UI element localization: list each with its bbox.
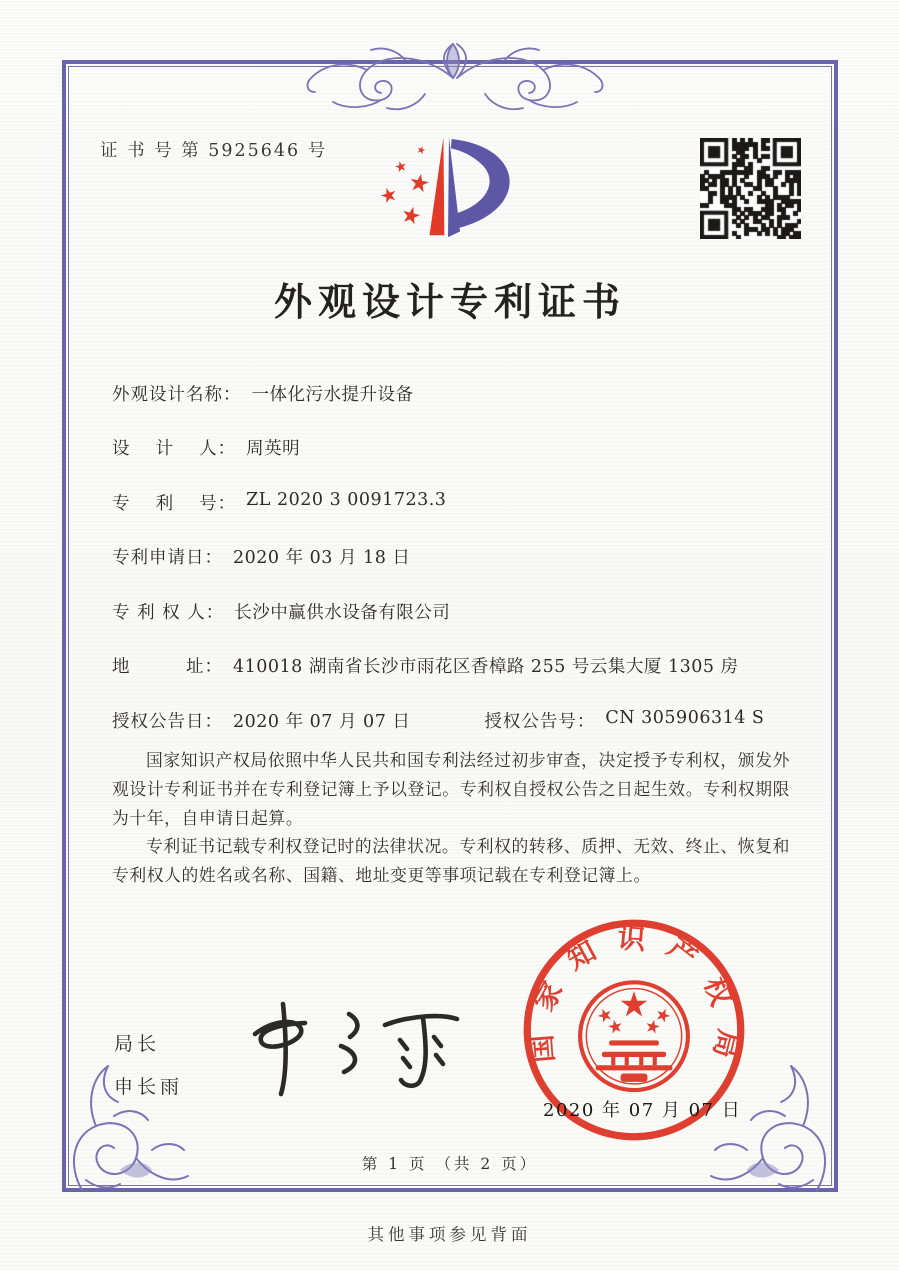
- field-label: 外观设计名称：: [112, 385, 242, 405]
- page-number: 第 1 页 （共 2 页）: [361, 1155, 539, 1173]
- handwritten-signature-icon: [235, 992, 475, 1110]
- field-label: 授权公告日：: [112, 712, 223, 732]
- commissioner-title: 局长: [114, 1033, 161, 1055]
- legal-paragraph-1: 国家知识产权局依照中华人民共和国专利法经过初步审查，决定授予专利权，颁发外观设计专利证书并在专利登记簿上予以登记。专利权自授权公告之日起生效。专利权期限为十年，自申请日起算。: [112, 750, 790, 828]
- field-value: 410018 湖南省长沙市雨花区香樟路 255 号云集大厦 1305 房: [233, 657, 739, 677]
- field-value: 一体化污水提升设备: [251, 385, 414, 405]
- field-grant-date: [112, 708, 764, 733]
- field-value: 长沙中赢供水设备有限公司: [234, 603, 451, 623]
- field-label: 专 利 权 人：: [112, 603, 225, 623]
- seal-ring-text: 国家知识产权局: [523, 921, 746, 1081]
- field-address: [112, 653, 739, 678]
- back-side-note: 其他事项参见背面: [367, 1225, 532, 1244]
- qr-code: [700, 138, 801, 239]
- field-label: 专 利 号：: [112, 494, 237, 514]
- page-title: 外观设计专利证书: [273, 279, 626, 324]
- field-label: 设 计 人：: [112, 439, 237, 459]
- seal-date: 2020 年 07 月 07 日: [543, 1100, 742, 1121]
- field-filing-date: [112, 544, 410, 569]
- commissioner-name: 申长雨: [114, 1076, 184, 1098]
- legal-text: [112, 746, 790, 890]
- legal-paragraph-2: 专利证书记载专利权登记时的法律状况。专利权的转移、质押、无效、终止、恢复和专利权人的姓名或名称、国籍、地址变更等事项记载在专利登记簿上。: [112, 836, 790, 886]
- field-value: ZL 2020 3 0091723.3: [246, 490, 447, 510]
- field-designer: [112, 435, 300, 460]
- field-grant-number: [484, 708, 764, 733]
- field-value: 周英明: [246, 439, 301, 459]
- field-label: 地 址：: [112, 657, 223, 677]
- field-value: CN 305906314 S: [605, 708, 765, 728]
- certificate-number: 证 书 号 第 5925646 号: [100, 141, 328, 161]
- field-patentee: [112, 599, 450, 624]
- cnipa-logo-icon: [362, 126, 547, 264]
- field-design-name: [112, 381, 414, 406]
- field-patent-number: [112, 490, 446, 515]
- field-label: 授权公告号：: [484, 712, 596, 732]
- field-value: 2020 年 07 月 07 日: [233, 712, 411, 732]
- field-value: 2020 年 03 月 18 日: [233, 548, 411, 568]
- field-label: 专利申请日：: [112, 548, 223, 568]
